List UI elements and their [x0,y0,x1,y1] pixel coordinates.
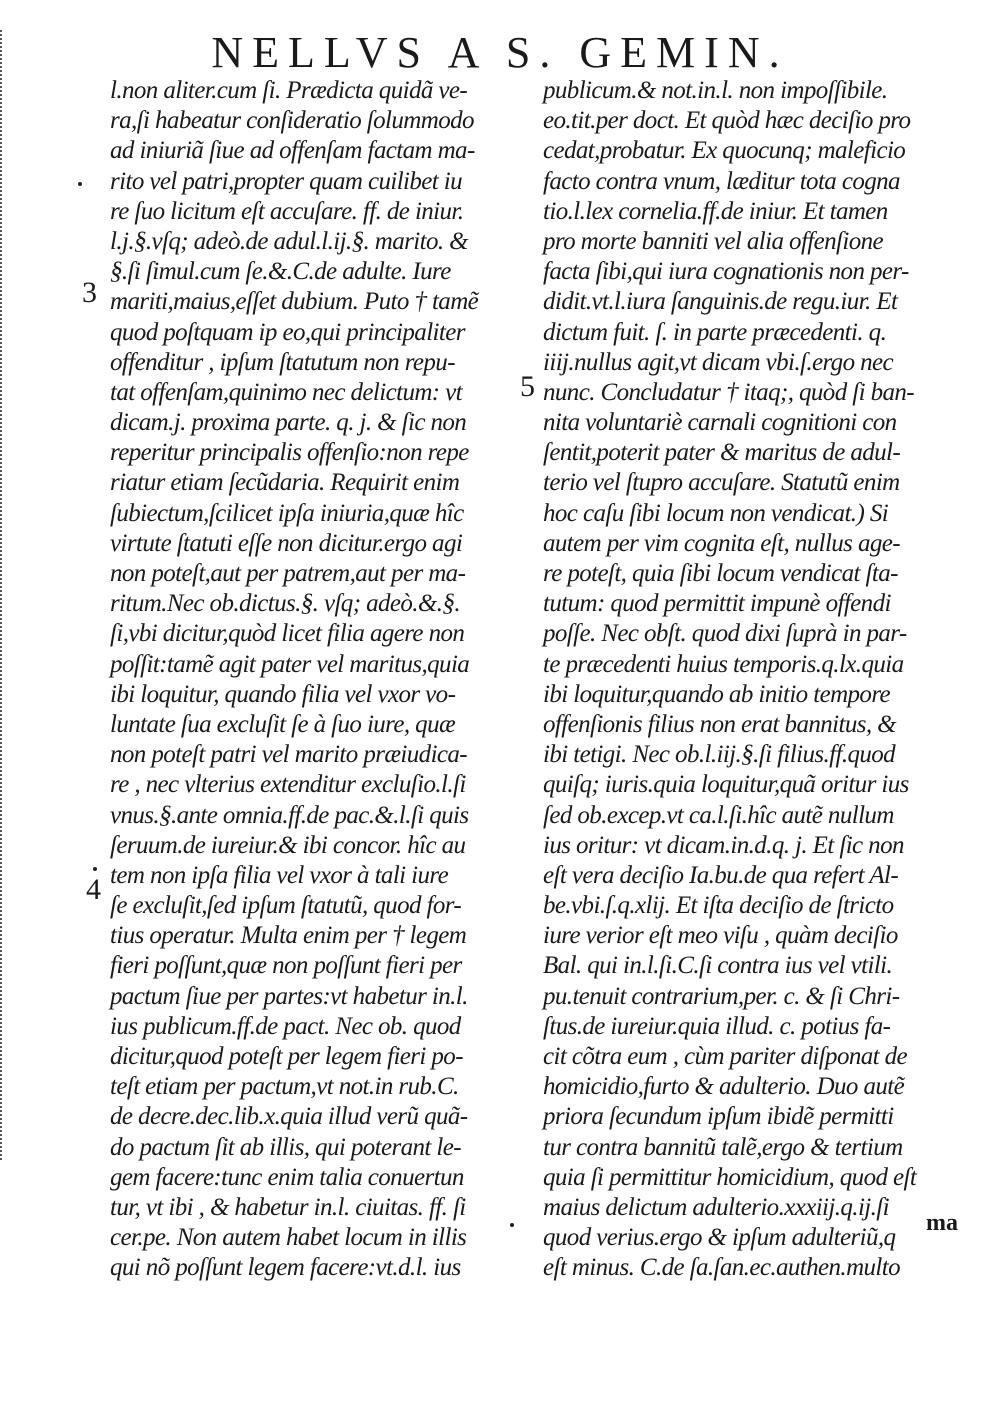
margin-number-3: 3 [82,276,97,309]
text-line: tutum: quod permittit impunè offendi [543,590,891,618]
text-line: quiſq; iuris.quia loquitur,quã oritur ius [543,771,909,799]
text-line: non poteſt,aut per patrem,aut per ma- [110,560,466,587]
margin-dot [78,182,82,186]
text-line: eſt vera deciſio Ia.bu.de qua refert Al- [543,861,899,889]
text-line: ſeruum.de iureiur.& ibi concor. hîc au [110,831,466,859]
text-line: Bal. qui in.l.ſi.C.ſi contra ius vel vtili. [543,952,893,980]
margin-dot [93,867,97,871]
text-line: terio vel ſtupro accuſare. Statutũ enim [543,469,900,497]
text-line: rito vel patri,propter quam cuilibet iu [110,167,463,195]
text-line: mariti,maius,eſſet dubium. Puto † tamẽ [110,288,479,316]
text-line: pro morte banniti vel alia offenſione [543,227,884,255]
text-line: ius publicum.ff.de pact. Nec ob. quod [110,1012,461,1040]
text-line: cer.pe. Non autem habet locum in illis [110,1224,467,1252]
text-line: reperitur principalis offenſio:non repe [110,439,469,467]
running-head: NELLVS A S. GEMIN. [211,28,789,77]
text-line: autem per vim cognita eſt, nullus age- [543,529,900,557]
text-line: ritum.Nec ob.dictus.§. vſq; adeò.&.§. [110,590,460,618]
text-line: ſi,vbi dicitur,quòd licet filia agere non [110,620,465,648]
text-line: iure verior eſt meo viſu , quàm deciſio [543,922,898,950]
catchword: ma [926,1210,958,1236]
text-line: pu.tenuit contrarium,per. c. & ſi Chri- [543,982,900,1010]
text-line: poſſe. Nec obſt. quod dixi ſuprà in par- [543,620,907,648]
text-line: homicidio,furto & adulterio. Duo autẽ [543,1073,905,1101]
binding-edge [0,30,8,1160]
text-line: quod poſtquam ip eo,qui principaliter [110,318,465,346]
text-line: ius oritur: vt dicam.in.d.q. j. Et ſic non [543,831,904,859]
text-line: ſentit,poterit pater & maritus de adul- [543,439,901,467]
text-line: eo.tit.per doct. Et quòd hæc deciſio pro [543,107,911,135]
text-line: ra,ſi habeatur conſideratio ſolummodo [110,107,474,135]
text-line: facto contra vnum, læditur tota cogna [543,167,900,195]
text-line: iiij.nullus agit,vt dicam vbi.ſ.ergo nec [543,348,894,376]
text-line: qui nõ poſſunt legem facere:vt.d.l. ius [110,1254,461,1282]
text-line: te præcedenti huius temporis.q.lx.quia [543,650,904,678]
text-line: tur contra bannitũ talẽ,ergo & tertium [543,1133,903,1161]
text-line: dicitur,quod poteſt per legem fieri po- [110,1043,463,1070]
text-line: nita voluntariè carnali cognitioni con [543,409,897,437]
text-line: tem non ipſa filia vel vxor à tali iure [110,861,449,889]
text-line: ſed ob.excep.vt ca.l.ſi.hîc autẽ nullum [543,801,894,829]
text-line: gem facere:tunc enim talia conuertun [110,1163,464,1191]
text-line: vnus.§.ante omnia.ff.de pac.&.l.ſi quis [110,801,469,829]
margin-dot [510,1223,514,1227]
text-line: pactum ſiue per partes:vt habetur in.l. [110,982,468,1010]
text-line: poſſit:tamẽ agit pater vel maritus,quia [110,650,470,678]
text-line: nunc. Concludatur † itaq;, quòd ſi ban- [543,378,915,406]
text-line: eſt minus. C.de ſa.ſan.ec.authen.multo [543,1254,901,1282]
left-text-column [110,76,520,1284]
text-line: de decre.dec.lib.x.quia illud verũ quã- [110,1103,468,1131]
text-line: teſt etiam per pactum,vt not.in rub.C. [110,1073,459,1101]
text-line: tius operatur. Multa enim per † legem [110,922,467,950]
text-line: non poteſt patri vel marito præiudica- [110,741,468,769]
text-line: tat offenſam,quinimo nec delictum: vt [110,378,463,406]
text-line: offenditur , ipſum ſtatutum non repu- [110,348,455,376]
text-line: tio.l.lex cornelia.ff.de iniur. Et tamen [543,197,888,225]
text-line: priora ſecundum ipſum ibidẽ permitti [543,1103,894,1131]
text-line: ſubiectum,ſcilicet ipſa iniuria,quæ hîc [110,499,464,527]
text-line: didit.vt.l.iura ſanguinis.de regu.iur. Et [543,288,898,316]
text-line: hoc caſu ſibi locum non vendicat.) Si [543,499,889,527]
text-line: ibi loquitur,quando ab initio tempore [543,680,891,708]
margin-number-5: 5 [520,370,535,403]
text-line: maius delictum adulterio.xxxiij.q.ij.ſi [543,1193,889,1221]
text-line: facta ſibi,qui iura cognationis non per- [543,258,909,286]
margin-number-4: 4 [86,873,101,906]
text-line: be.vbi.ſ.q.xlij. Et iſta deciſio de ſtricto [543,892,894,920]
text-line: ibi tetigi. Nec ob.l.iij.§.ſi filius.ff.quod [543,741,896,769]
text-line: quod verius.ergo & ipſum adulteriũ,q [543,1224,896,1252]
text-line: tur, vt ibi , & habetur in.l. ciuitas. ff. ſi [110,1193,466,1221]
text-line: luntate ſua excluſit ſe à ſuo iure, quæ [110,710,456,738]
text-line: l.non aliter.cum ſi. Prædicta quidã ve- [110,77,468,104]
text-line: §.ſi ſimul.cum ſe.&.C.de adulte. Iure [110,258,451,286]
text-line: cedat,probatur. Ex quocunq; maleficio [543,137,906,165]
text-line: re poteſt, quia ſibi locum vendicat ſta- [543,560,898,587]
right-text-column [543,76,963,1284]
text-line: ſtus.de iureiur.quia illud. c. potius fa- [543,1012,891,1040]
text-line: cit cõtra eum , cùm pariter diſponat de [543,1043,908,1070]
text-line: do pactum ſit ab illis, qui poterant le- [110,1133,461,1161]
text-line: dictum fuit. ſ. in parte præcedenti. q. [543,318,887,346]
text-line: publicum.& not.in.l. non impoſſibile. [543,77,888,104]
text-line: re ſuo licitum eſt accuſare. ff. de iniur. [110,197,464,225]
text-line: ibi loquitur, quando filia vel vxor vo- [110,680,456,708]
text-line: ſe excluſit,ſed ipſum ſtatutũ, quod for- [110,892,462,920]
text-line: fieri poſſunt,quæ non poſſunt fieri per [110,952,462,980]
text-line: quia ſi permittitur homicidium, quod eſt [543,1163,917,1191]
text-line: offenſionis filius non erat bannitus, & [543,710,897,738]
text-line: dicam.j. proxima parte. q. j. & ſic non [110,409,467,437]
text-line: ad iniuriã ſiue ad offenſam factam ma- [110,137,475,165]
text-line: riatur etiam ſecũdaria. Requirit enim [110,469,460,497]
text-line: re , nec vlterius extenditur excluſio.l.ſi [110,771,466,799]
text-line: l.j.§.vſq; adeò.de adul.l.ij.§. marito. & [110,227,469,255]
text-line: virtute ſtatuti eſſe non dicitur.ergo agi [110,529,463,557]
